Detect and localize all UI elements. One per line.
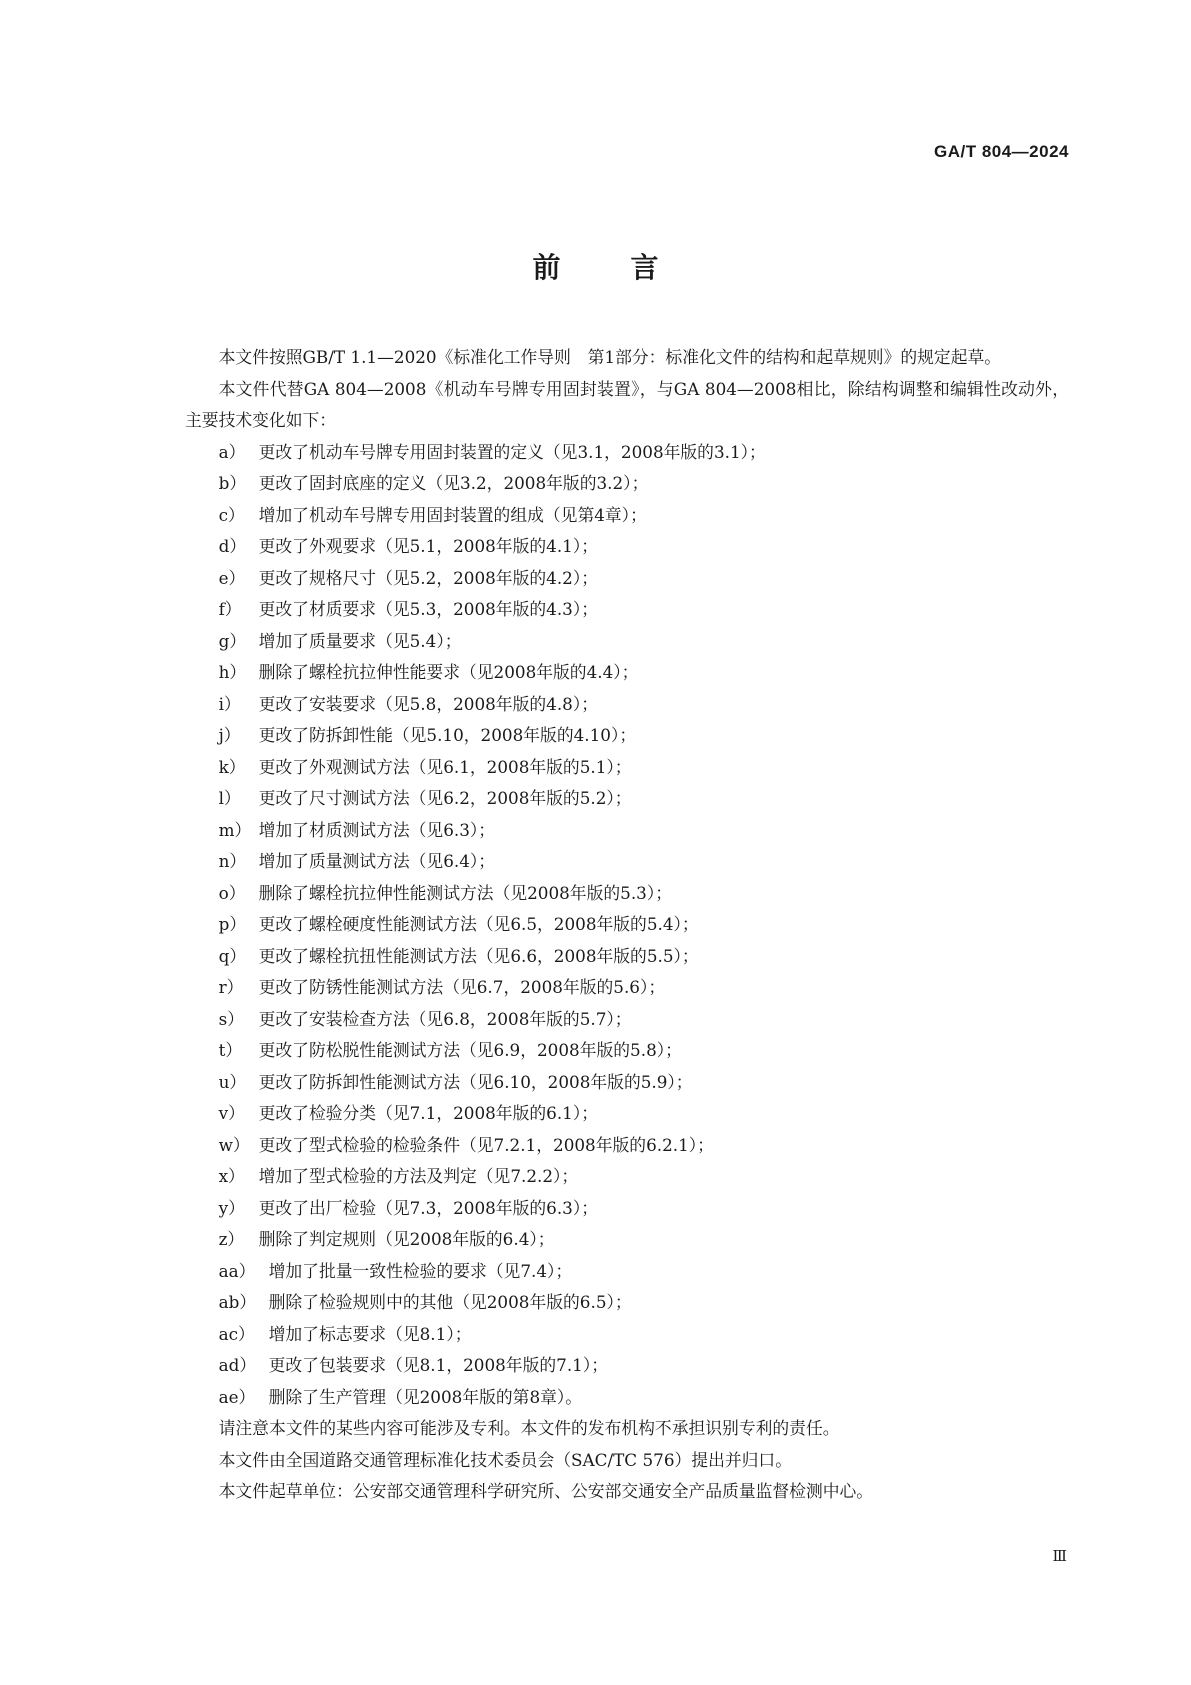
- list-item: [185, 563, 1069, 595]
- list-item-text: 更改了螺栓抗扭性能测试方法（见6.6，2008年版的5.5）；: [258, 945, 699, 966]
- list-item: [185, 1319, 1069, 1351]
- list-item: [185, 941, 1069, 973]
- list-marker: k）: [218, 756, 246, 777]
- document-code: GA/T 804—2024: [933, 142, 1069, 161]
- list-marker: x）: [218, 1166, 245, 1186]
- list-item-text: 更改了安装检查方法（见6.8，2008年版的5.7）；: [258, 1008, 632, 1029]
- list-item-text: 删除了螺栓抗拉伸性能要求（见2008年版的4.4）；: [258, 662, 639, 682]
- list-item: [185, 752, 1069, 784]
- list-item: [185, 1067, 1069, 1099]
- list-item: [185, 626, 1069, 658]
- list-item: [185, 657, 1069, 689]
- list-marker: n）: [218, 851, 247, 871]
- list-marker: r）: [218, 977, 244, 997]
- list-marker: e）: [218, 567, 246, 588]
- list-marker: aa）: [218, 1260, 256, 1281]
- page-title: 前言: [532, 251, 729, 284]
- list-item-text: 更改了机动车号牌专用固封装置的定义（见3.1，2008年版的3.1）；: [258, 441, 766, 462]
- list-item: [185, 1193, 1069, 1225]
- list-item-text: 更改了螺栓硬度性能测试方法（见6.5，2008年版的5.4）；: [258, 914, 699, 934]
- list-item: [185, 1098, 1069, 1130]
- list-item-text: 更改了材质要求（见5.3，2008年版的4.3）；: [258, 599, 599, 619]
- list-marker: b）: [218, 473, 247, 493]
- list-marker: w）: [218, 1134, 250, 1155]
- list-item: [185, 594, 1069, 626]
- list-item-text: 增加了质量要求（见5.4）；: [258, 630, 462, 651]
- list-marker: s）: [218, 1008, 244, 1029]
- list-marker: g）: [218, 630, 247, 651]
- intro-paragraph: 本文件代替GA 804—2008《机动车号牌专用固封装置》，与GA 804—2008相比，除结构调整和编辑性改动外，主要技术变化如下：: [185, 378, 1069, 430]
- list-item-text: 更改了外观要求（见5.1，2008年版的4.1）；: [258, 536, 599, 556]
- list-item: [185, 1287, 1069, 1319]
- list-marker: ac）: [218, 1323, 255, 1344]
- page-number: Ⅲ: [1052, 1547, 1067, 1565]
- list-item: [185, 437, 1069, 469]
- list-item-text: 更改了出厂检验（见7.3，2008年版的6.3）；: [258, 1197, 599, 1218]
- list-item-text: 删除了螺栓抗拉伸性能测试方法（见2008年版的5.3）；: [258, 882, 673, 903]
- list-item: [185, 1004, 1069, 1036]
- list-marker: f）: [218, 599, 242, 619]
- list-item-text: 更改了尺寸测试方法（见6.2，2008年版的5.2）；: [258, 788, 632, 808]
- list-item-text: 更改了防拆卸性能（见5.10，2008年版的4.10）；: [258, 725, 637, 745]
- list-item-text: 更改了安装要求（见5.8，2008年版的4.8）；: [258, 693, 599, 714]
- list-marker: d）: [218, 536, 247, 556]
- list-item: [185, 878, 1069, 910]
- list-item-text: 增加了标志要求（见8.1）；: [268, 1323, 472, 1344]
- list-marker: v）: [218, 1103, 245, 1123]
- list-item: [185, 1224, 1069, 1256]
- list-item: [185, 689, 1069, 721]
- list-item: [185, 1035, 1069, 1067]
- list-item-text: 增加了材质测试方法（见6.3）；: [258, 819, 496, 840]
- list-marker: i）: [218, 693, 241, 714]
- list-item-text: 更改了包装要求（见8.1，2008年版的7.1）；: [268, 1355, 609, 1375]
- list-item-text: 更改了固封底座的定义（见3.2，2008年版的3.2）；: [258, 473, 649, 493]
- list-item: [185, 1382, 1069, 1414]
- list-item: [185, 531, 1069, 563]
- list-marker: ab）: [218, 1292, 257, 1312]
- list-item-text: 删除了检验规则中的其他（见2008年版的6.5）；: [268, 1292, 632, 1312]
- list-item: [185, 1350, 1069, 1382]
- list-item: [185, 500, 1069, 532]
- list-marker: y）: [218, 1197, 245, 1218]
- list-item-text: 更改了防拆卸性能测试方法（见6.10，2008年版的5.9）；: [258, 1071, 693, 1092]
- list-item: [185, 783, 1069, 815]
- list-item: [185, 1161, 1069, 1193]
- list-item: [185, 972, 1069, 1004]
- list-item-text: 更改了防锈性能测试方法（见6.7，2008年版的5.6）；: [258, 977, 666, 997]
- drafting-units: 本文件起草单位：公安部交通管理科学研究所、公安部交通安全产品质量监督检测中心。: [218, 1481, 874, 1501]
- proposer-statement: 本文件由全国道路交通管理标准化技术委员会（SAC/TC 576）提出并归口。: [218, 1449, 792, 1470]
- list-item-text: 增加了批量一致性检验的要求（见7.4）；: [268, 1260, 573, 1281]
- foreword-body: [185, 342, 1069, 1508]
- list-item-text: 增加了质量测试方法（见6.4）；: [258, 851, 496, 871]
- list-marker: z）: [218, 1229, 245, 1249]
- list-item-text: 更改了外观测试方法（见6.1，2008年版的5.1）；: [258, 756, 632, 777]
- patent-notice: 请注意本文件的某些内容可能涉及专利。本文件的发布机构不承担识别专利的责任。: [218, 1418, 840, 1438]
- list-item-text: 删除了生产管理（见2008年版的第8章）。: [268, 1386, 583, 1407]
- list-item: [185, 846, 1069, 878]
- list-item: [185, 909, 1069, 941]
- list-marker: j）: [218, 725, 241, 745]
- list-marker: c）: [218, 504, 245, 525]
- list-item-text: 更改了防松脱性能测试方法（见6.9，2008年版的5.8）；: [258, 1040, 682, 1060]
- list-marker: ad）: [218, 1355, 257, 1375]
- list-item-text: 增加了机动车号牌专用固封装置的组成（见第4章）；: [258, 504, 647, 525]
- list-item: [185, 720, 1069, 752]
- changes-list: [185, 437, 1069, 1414]
- list-item-text: 更改了检验分类（见7.1，2008年版的6.1）；: [258, 1103, 599, 1123]
- list-marker: ae）: [218, 1386, 256, 1407]
- list-item-text: 删除了判定规则（见2008年版的6.4）；: [258, 1229, 555, 1249]
- list-item: [185, 1256, 1069, 1288]
- list-marker: h）: [218, 662, 247, 682]
- list-item: [185, 815, 1069, 847]
- list-marker: q）: [218, 945, 247, 966]
- list-item-text: 更改了型式检验的检验条件（见7.2.1，2008年版的6.2.1）；: [258, 1134, 714, 1155]
- list-marker: o）: [218, 882, 246, 903]
- intro-paragraph: 本文件按照GB/T 1.1—2020《标准化工作导则 第1部分：标准化文件的结构和起草规则》的规定起草。: [218, 347, 1002, 367]
- list-marker: l）: [218, 788, 241, 808]
- list-item: [185, 1130, 1069, 1162]
- list-item-text: 更改了规格尺寸（见5.2，2008年版的4.2）；: [258, 567, 599, 588]
- list-item: [185, 468, 1069, 500]
- list-marker: t）: [218, 1040, 243, 1060]
- list-marker: u）: [218, 1071, 247, 1092]
- list-item-text: 增加了型式检验的方法及判定（见7.2.2）；: [258, 1166, 579, 1186]
- list-marker: p）: [218, 914, 247, 934]
- list-marker: a）: [218, 441, 246, 462]
- list-marker: m）: [218, 819, 252, 840]
